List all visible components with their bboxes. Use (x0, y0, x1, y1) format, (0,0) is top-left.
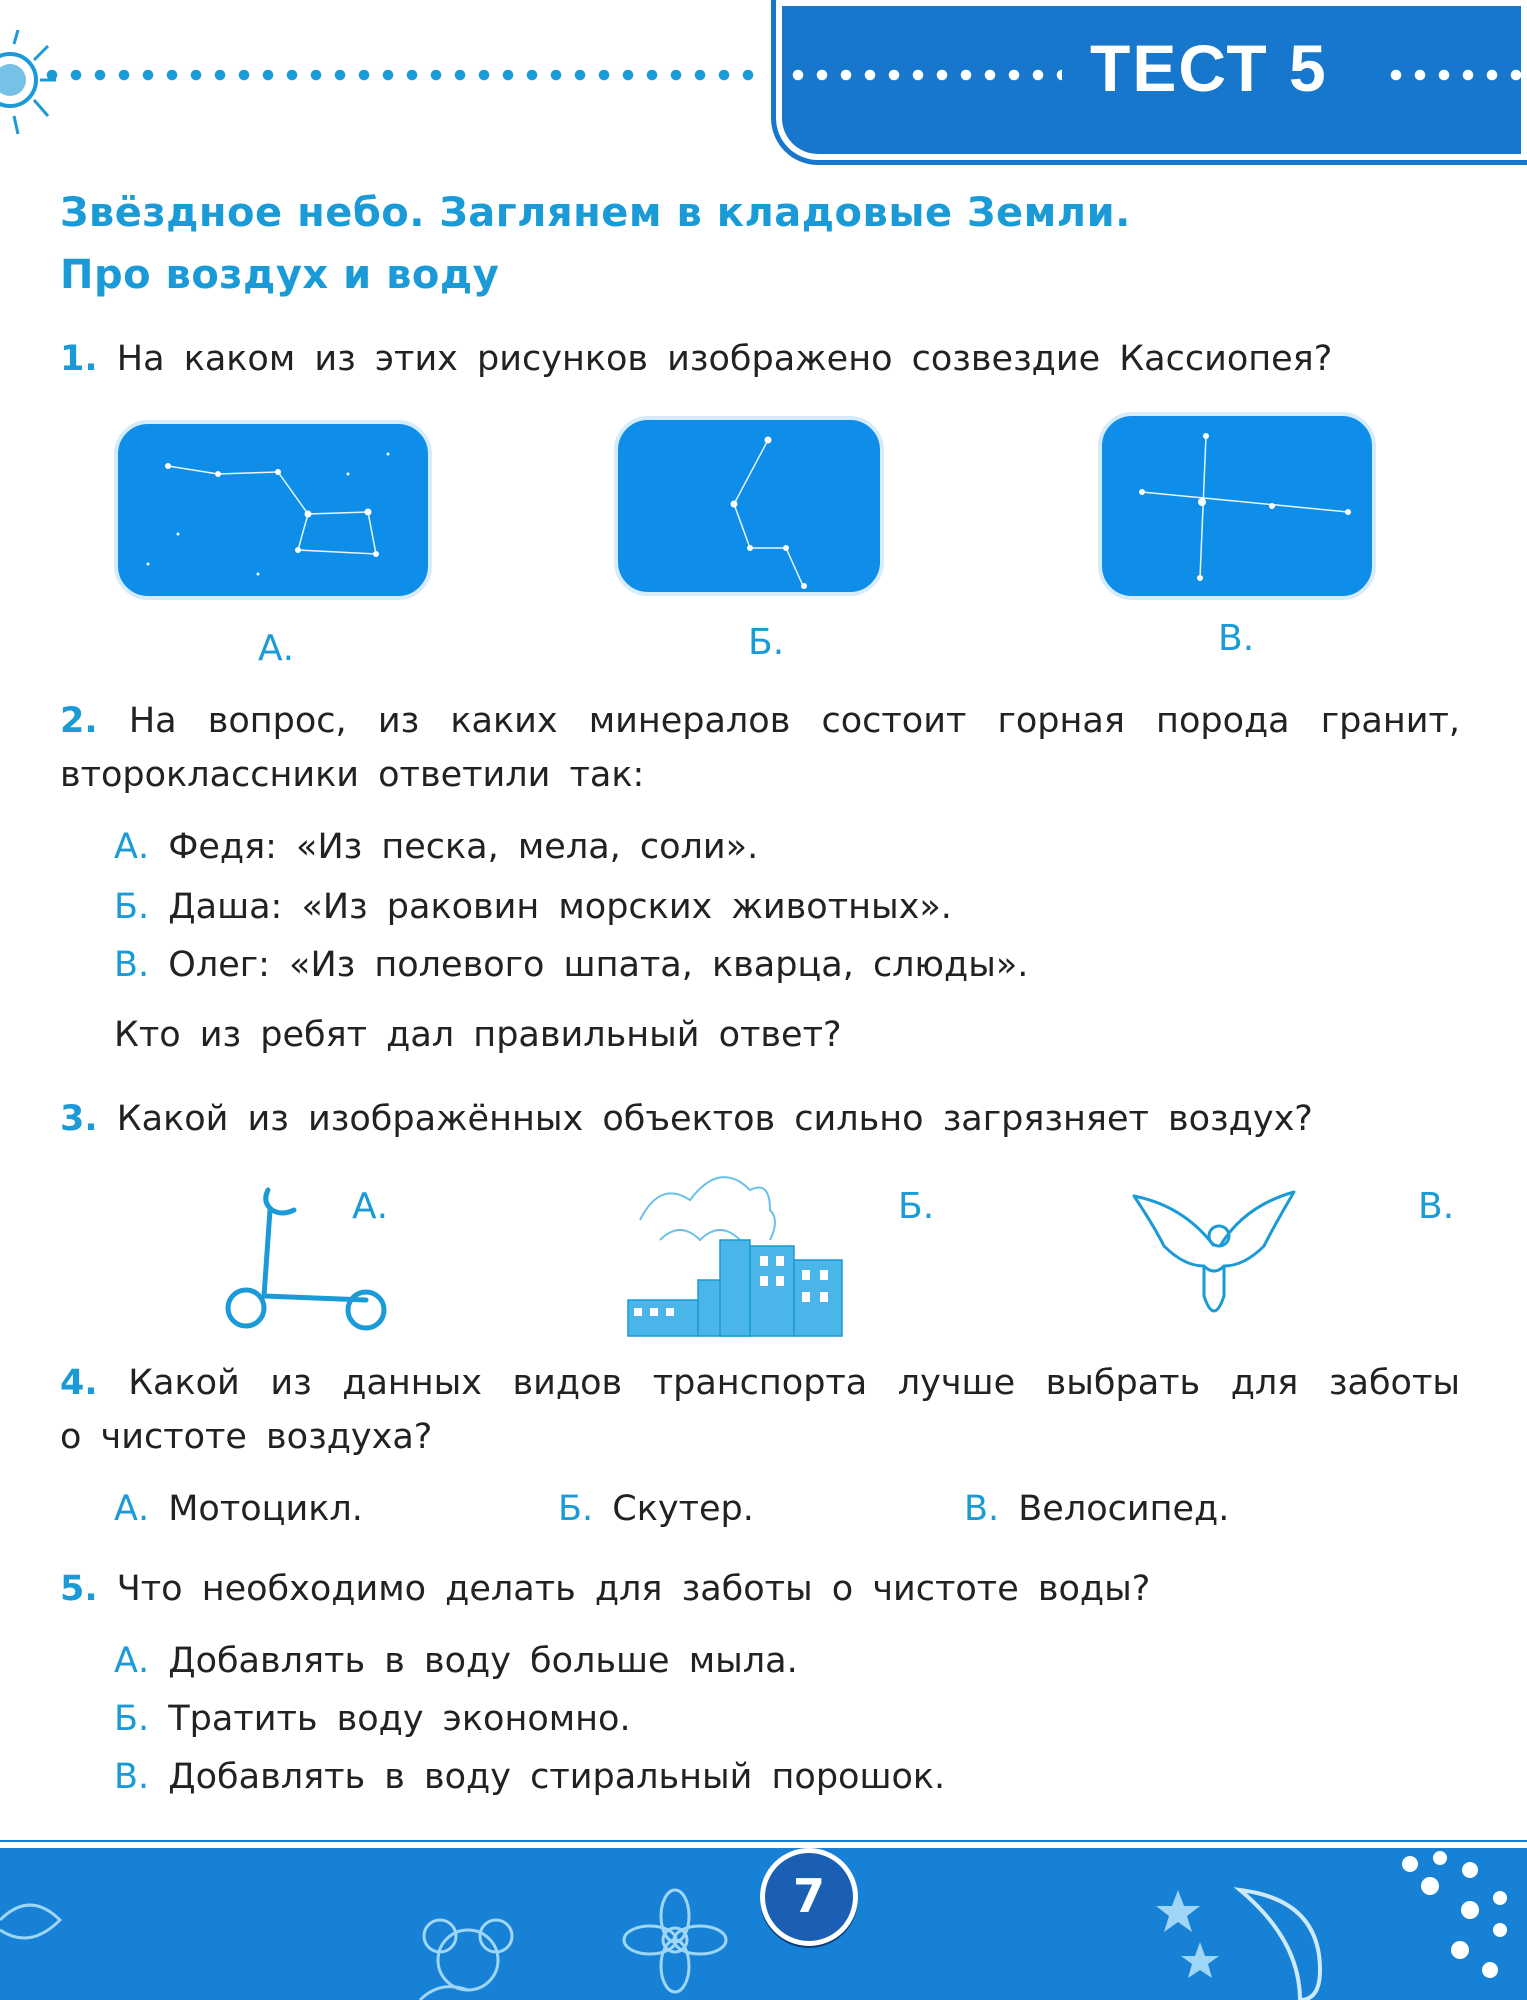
question-text: Что необходимо делать для заботы о чистоте воды? (116, 1569, 1151, 1609)
test-title: ТЕСТ 5 (1090, 31, 1328, 105)
constellation-cassiopeia-icon (618, 420, 880, 592)
q2-option-b[interactable] (114, 880, 952, 934)
question-number: 2. (60, 701, 98, 741)
header-dots-left (40, 68, 760, 82)
option-text: Добавлять в воду больше мыла. (168, 1641, 798, 1681)
q5-option-a[interactable] (114, 1634, 798, 1688)
star-icon (1156, 1890, 1219, 1978)
constellation-cross-icon (1102, 416, 1372, 596)
picture-label-b: Б. (898, 1186, 935, 1227)
picture-label-c: В. (1418, 1186, 1455, 1227)
question-text: На вопрос, из каких минералов состоит горная порода гранит, (128, 701, 1460, 741)
constellation-picture-b[interactable] (614, 416, 884, 596)
constellation-big-dipper-icon (118, 424, 428, 596)
question-text: Какой из изображённых объектов сильно загрязняет воздух? (116, 1099, 1313, 1139)
question-number: 1. (60, 339, 98, 379)
q4-option-c[interactable] (964, 1482, 1229, 1536)
option-text: Даша: «Из раковин морских животных». (168, 887, 952, 927)
footer-line (0, 1842, 1527, 1848)
q2-option-c[interactable] (114, 938, 1028, 992)
question-number: 4. (60, 1363, 98, 1403)
option-text: Тратить воду экономно. (168, 1699, 631, 1739)
tab-dots-left (786, 68, 1062, 82)
question-2-line2: второклассники ответили так: (60, 755, 645, 795)
q5-option-c[interactable] (114, 1750, 945, 1804)
q4-option-a[interactable] (114, 1482, 363, 1536)
option-letter: В. (114, 1757, 150, 1797)
question-text: Какой из данных видов транспорта лучше выбрать для заботы (128, 1363, 1460, 1403)
question-1 (60, 332, 1332, 386)
q4-option-b[interactable] (558, 1482, 754, 1536)
option-letter: Б. (558, 1489, 594, 1529)
mouse-head-icon (438, 1930, 498, 1990)
option-letter: В. (114, 945, 150, 985)
question-text: На каком из этих рисунков изображено созвездие Кассиопея? (116, 339, 1333, 379)
option-letter: В. (964, 1489, 1000, 1529)
question-number: 5. (60, 1569, 98, 1609)
option-text: Добавлять в воду стиральный порошок. (168, 1757, 946, 1797)
factory-city-icon[interactable] (620, 1160, 850, 1340)
option-text: Олег: «Из полевого шпата, кварца, слюды». (168, 945, 1029, 985)
q2-followup: Кто из ребят дал правильный ответ? (114, 1015, 842, 1055)
picture-label-c: В. (1218, 618, 1255, 659)
tab-dots-right (1384, 68, 1524, 82)
question-4-line2: о чистоте воздуха? (60, 1417, 433, 1457)
section-heading-line2: Про воздух и воду (60, 252, 500, 298)
flower-icon (624, 1890, 726, 1992)
question-5 (60, 1562, 1150, 1616)
option-letter: Б. (114, 1699, 150, 1739)
option-letter: Б. (114, 887, 150, 927)
option-text: Федя: «Из песка, мела, соли». (168, 827, 759, 867)
q5-option-b[interactable] (114, 1692, 631, 1746)
paw-prints-icon (1402, 1851, 1507, 1978)
section-heading-line1: Звёздное небо. Заглянем в кладовые Земли. (60, 190, 1131, 236)
picture-label-b: Б. (748, 622, 785, 663)
moon-icon (1240, 1890, 1320, 2000)
sun-doodle-icon (0, 30, 60, 140)
swirl-icon (0, 1905, 60, 1938)
footer-doodles (0, 1850, 1527, 2000)
question-4-line1 (60, 1356, 1460, 1410)
option-text: Велосипед. (1018, 1489, 1230, 1529)
option-letter: А. (114, 1489, 150, 1529)
dove-icon[interactable] (1124, 1176, 1304, 1336)
option-text: Мотоцикл. (168, 1489, 363, 1529)
picture-label-a: А. (258, 628, 295, 669)
q2-option-a[interactable] (114, 820, 758, 874)
constellation-picture-a[interactable] (114, 420, 432, 600)
question-number: 3. (60, 1099, 98, 1139)
question-2-line1 (60, 694, 1460, 748)
picture-label-a: А. (352, 1186, 389, 1227)
question-3 (60, 1092, 1313, 1146)
option-text: Скутер. (612, 1489, 754, 1529)
option-letter: А. (114, 1641, 150, 1681)
option-letter: А. (114, 827, 150, 867)
constellation-picture-c[interactable] (1098, 412, 1376, 600)
page-number: 7 (760, 1848, 858, 1946)
